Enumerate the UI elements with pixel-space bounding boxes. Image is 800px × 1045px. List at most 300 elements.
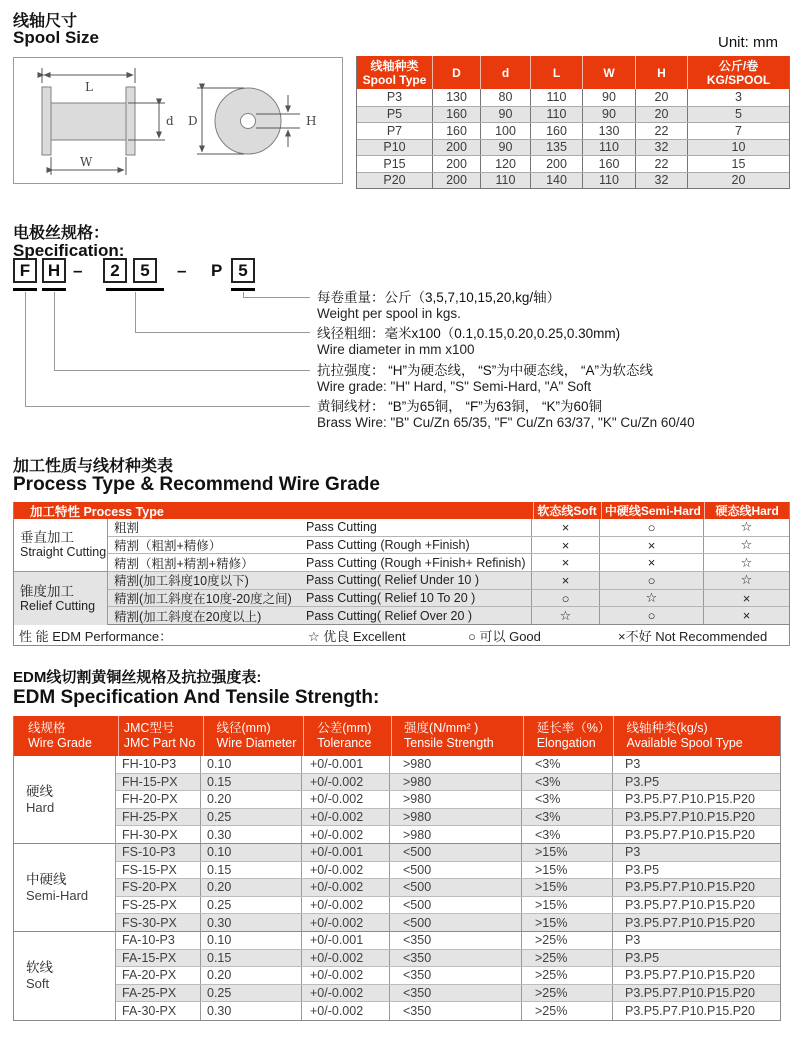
table-row (357, 106, 789, 123)
group-straight-zh: 垂直加工 (20, 530, 74, 546)
performance-label: 性 能 EDM Performance： (19, 628, 173, 644)
flange-left (42, 87, 51, 155)
header-spool-type-zh: 线轴种类 (370, 58, 419, 73)
cell-elongation: <3% (522, 756, 613, 773)
table-row (116, 1002, 780, 1020)
cell-semi-hard-rating: ☆ (600, 590, 704, 607)
cell-d: 80 (480, 89, 530, 106)
cell-d: 110 (480, 173, 530, 189)
cell-tolerance: +0/-0.002 (302, 967, 390, 984)
cell-wire-diameter: 0.15 (201, 774, 302, 791)
process-title-en: Process Type & Recommend Wire Grade (13, 474, 380, 495)
cell-available-spool-type: P3.P5.P7.P10.P15.P20 (625, 968, 755, 983)
code-box-diameter-2: 5 (133, 258, 157, 283)
edm-title-en: EDM Specification And Tensile Strength: (13, 687, 380, 708)
legend-good: ○ 可以 Good (468, 628, 541, 644)
underline-diameter (106, 288, 164, 291)
cell-available-spool-type: P3.P5 (625, 862, 660, 877)
cell-elongation: >25% (522, 950, 613, 967)
cell-process-zh: 精割(加工斜度在20度以上) (114, 609, 262, 624)
cell-L: 110 (530, 89, 582, 106)
header-wire-grade-en: Wire Grade (28, 736, 92, 750)
header-dim-W: W (582, 56, 635, 89)
annotation-diameter-en: Wire diameter in mm x100 (317, 342, 475, 357)
annotation-diameter (317, 326, 620, 358)
process-title-zh: 加工性质与线材种类表 (13, 458, 174, 475)
table-row (116, 826, 780, 844)
cell-tensile-strength: <350 (390, 1002, 522, 1020)
dim-label-W: W (80, 155, 93, 169)
cell-tensile-strength: >980 (390, 756, 522, 773)
annotation-brass-zh: 黄铜线材： “B”为65铜， “F”为63铜， “K”为60铜 (317, 399, 603, 414)
cell-available-spool-type: P3.P5.P7.P10.P15.P20 (625, 810, 755, 825)
cell-tensile-strength: <350 (390, 950, 522, 967)
cell-H: 32 (635, 140, 687, 156)
table-row (116, 985, 780, 1003)
flange-right (126, 87, 135, 155)
header-hard: 硬态线Hard (704, 502, 789, 519)
part-number-schematic (13, 258, 785, 440)
header-semi-hard: 中硬线Semi-Hard (601, 502, 705, 519)
cell-tolerance: +0/-0.002 (302, 826, 390, 843)
dim-label-L: L (85, 80, 93, 94)
cell-tolerance: +0/-0.002 (302, 862, 390, 879)
cell-spool-type: P10 (383, 140, 406, 155)
cell-part-no: FA-10-P3 (116, 932, 201, 949)
spool-table-header (357, 56, 789, 89)
cell-D: 130 (432, 89, 480, 106)
process-table-body (14, 519, 789, 625)
cell-elongation: >25% (522, 985, 613, 1002)
cell-tensile-strength: >980 (390, 826, 522, 843)
cell-tensile-strength: >980 (390, 791, 522, 808)
dim-label-D: D (188, 114, 198, 128)
group-semi-hard-en: Semi-Hard (26, 887, 89, 903)
cell-elongation: >25% (522, 932, 613, 949)
cell-kg-per-spool: 7 (687, 123, 789, 139)
cell-kg-per-spool: 3 (687, 89, 789, 106)
group-straight-en: Straight Cutting (20, 545, 107, 560)
header-tolerance (303, 716, 391, 756)
cell-wire-diameter: 0.10 (201, 844, 302, 861)
cell-elongation: <3% (522, 809, 613, 826)
cell-wire-diameter: 0.30 (201, 826, 302, 843)
connector-brass (25, 292, 310, 407)
cell-available-spool-type: P3.P5.P7.P10.P15.P20 (625, 1004, 755, 1019)
cell-W: 160 (582, 156, 635, 172)
header-wire-grade (14, 716, 118, 756)
cell-tensile-strength: <350 (390, 932, 522, 949)
spool-size-table (356, 56, 790, 189)
dim-label-H: H (306, 114, 317, 128)
edm-table-header (14, 716, 780, 756)
cell-wire-diameter: 0.20 (201, 791, 302, 808)
cell-d: 90 (480, 107, 530, 123)
cell-tensile-strength: <500 (390, 879, 522, 896)
table-row (108, 537, 789, 555)
cell-part-no: FS-20-PX (116, 879, 201, 896)
process-table-header (14, 502, 789, 519)
cell-process-en: Pass Cutting (Rough +Finish) (306, 537, 532, 554)
header-part-no-en: JMC Part No (123, 736, 196, 750)
cell-tensile-strength: <500 (390, 897, 522, 914)
table-row (116, 756, 780, 774)
table-row (116, 774, 780, 792)
table-row (116, 879, 780, 897)
annotation-weight-en: Weight per spool in kgs. (317, 306, 461, 321)
code-dash-1: – (73, 260, 83, 280)
table-row (108, 607, 789, 625)
cell-H: 20 (635, 107, 687, 123)
cell-soft-rating: × (532, 554, 600, 571)
cell-tolerance: +0/-0.001 (302, 932, 390, 949)
cell-tolerance: +0/-0.002 (302, 791, 390, 808)
header-elongation (523, 716, 614, 756)
cell-d: 120 (480, 156, 530, 172)
group-straight-cutting (14, 519, 107, 572)
cell-elongation: >15% (522, 914, 613, 931)
cell-H: 22 (635, 156, 687, 172)
cell-part-no: FA-25-PX (116, 985, 201, 1002)
cell-d: 100 (480, 123, 530, 139)
cell-hard-rating: ☆ (740, 554, 753, 570)
cell-process-en: Pass Cutting( Relief Over 20 ) (306, 607, 532, 624)
edm-table-body (14, 756, 780, 1020)
cell-available-spool-type: P3.P5.P7.P10.P15.P20 (625, 898, 755, 913)
cell-tolerance: +0/-0.002 (302, 985, 390, 1002)
cell-tensile-strength: <350 (390, 967, 522, 984)
cell-tolerance: +0/-0.002 (302, 950, 390, 967)
unit-label: Unit: mm (718, 34, 778, 51)
cell-hard-rating: ☆ (740, 537, 753, 553)
cell-wire-diameter: 0.30 (201, 914, 302, 931)
header-spool-type-en: Spool Type (362, 72, 427, 87)
barrel (51, 103, 126, 140)
cell-available-spool-type: P3.P5.P7.P10.P15.P20 (625, 986, 755, 1001)
header-elongation-en: Elongation (536, 736, 596, 750)
group-semi-hard-zh: 中硬线 (26, 871, 67, 887)
cell-soft-rating: ○ (532, 590, 600, 607)
cell-wire-diameter: 0.20 (201, 967, 302, 984)
cell-wire-diameter: 0.25 (201, 985, 302, 1002)
cell-process-en: Pass Cutting (Rough +Finish+ Refinish) (306, 554, 532, 571)
cell-part-no: FS-25-PX (116, 897, 201, 914)
group-hard-zh: 硬线 (26, 783, 53, 799)
cell-spool-type: P7 (386, 123, 403, 138)
cell-kg-per-spool: 20 (687, 173, 789, 189)
header-kg-per-spool (687, 56, 789, 89)
table-row (357, 122, 789, 139)
cell-tensile-strength: <500 (390, 914, 522, 931)
cell-L: 160 (530, 123, 582, 139)
cell-available-spool-type: P3.P5 (625, 950, 660, 965)
process-group-column (14, 519, 108, 625)
cell-soft-rating: ☆ (532, 607, 600, 624)
cell-part-no: FH-20-PX (116, 791, 201, 808)
cell-tolerance: +0/-0.001 (302, 844, 390, 861)
cell-spool-type: P15 (383, 156, 406, 171)
table-row (116, 950, 780, 968)
cell-H: 22 (635, 123, 687, 139)
cell-available-spool-type: P3.P5.P7.P10.P15.P20 (625, 915, 755, 930)
cell-elongation: >25% (522, 1002, 613, 1020)
cell-hard-rating: × (742, 590, 751, 606)
group-relief-cutting (14, 572, 107, 625)
cell-wire-diameter: 0.15 (201, 950, 302, 967)
header-available-spool-type-en: Available Spool Type (626, 736, 743, 750)
cell-L: 140 (530, 173, 582, 189)
table-row (116, 862, 780, 880)
group-relief-en: Relief Cutting (20, 598, 96, 613)
header-available-spool-type-zh: 线轴种类(kg/s) (626, 721, 708, 735)
cell-tolerance: +0/-0.002 (302, 1002, 390, 1020)
cell-tolerance: +0/-0.002 (302, 809, 390, 826)
cell-process-zh: 精割（粗割+精割+精修） (114, 556, 254, 571)
underline-grade (42, 288, 66, 291)
cell-tensile-strength: <500 (390, 844, 522, 861)
cell-process-en: Pass Cutting( Relief 10 To 20 ) (306, 590, 532, 607)
cell-spool-type: P3 (386, 90, 403, 105)
dim-label-d: d (166, 114, 174, 128)
cell-available-spool-type: P3.P5.P7.P10.P15.P20 (625, 827, 755, 842)
table-row (108, 572, 789, 590)
legend-excellent: ☆ 优良 Excellent (308, 628, 406, 644)
cell-elongation: >25% (522, 967, 613, 984)
header-soft: 软态线Soft (533, 502, 601, 519)
group-relief-zh: 锥度加工 (20, 583, 74, 599)
header-tolerance-en: Tolerance (317, 736, 372, 750)
cell-part-no: FH-30-PX (116, 826, 201, 843)
cell-process-zh: 粗割 (114, 521, 140, 536)
cell-d: 90 (480, 140, 530, 156)
code-box-grade: H (42, 258, 66, 283)
cell-part-no: FA-15-PX (116, 950, 201, 967)
cell-available-spool-type: P3 (625, 845, 641, 860)
cell-W: 110 (582, 140, 635, 156)
cell-L: 135 (530, 140, 582, 156)
table-row (116, 791, 780, 809)
spool-front-view (215, 88, 281, 154)
table-row (108, 590, 789, 608)
group-hard (14, 756, 115, 844)
table-row (116, 967, 780, 985)
annotation-weight (317, 290, 560, 322)
cell-semi-hard-rating: ○ (600, 572, 704, 589)
header-tensile-strength-zh: 强度(N/mm² ) (404, 721, 479, 735)
annotation-grade-zh: 抗拉强度： “H”为硬态线， “S”为中硬态线， “A”为软态线 (317, 363, 653, 378)
cell-D: 200 (432, 156, 480, 172)
cell-D: 160 (432, 123, 480, 139)
cell-tensile-strength: >980 (390, 809, 522, 826)
cell-W: 110 (582, 173, 635, 189)
table-row (116, 932, 780, 950)
cell-semi-hard-rating: ○ (600, 607, 704, 624)
cell-W: 130 (582, 123, 635, 139)
code-char-p: P (211, 260, 223, 280)
code-box-spool-weight: 5 (231, 258, 255, 283)
cell-kg-per-spool: 5 (687, 107, 789, 123)
process-table (13, 502, 790, 646)
cell-process-en: Pass Cutting( Relief Under 10 ) (306, 572, 532, 589)
edm-title-zh: EDM线切割黄铜丝规格及抗拉强度表: (13, 669, 262, 686)
cell-part-no: FH-25-PX (116, 809, 201, 826)
cell-elongation: >15% (522, 862, 613, 879)
cell-process-zh: 精割(加工斜度在10度-20度之间) (114, 592, 292, 607)
table-row (116, 844, 780, 862)
spool-size-title-en: Spool Size (13, 28, 99, 47)
cell-L: 110 (530, 107, 582, 123)
table-row (116, 809, 780, 827)
table-row (357, 155, 789, 172)
annotation-grade (317, 363, 653, 395)
header-wire-grade-zh: 线规格 (28, 721, 66, 735)
edm-rows (116, 756, 780, 1020)
cell-process-zh: 精割（粗割+精修） (114, 539, 222, 554)
cell-part-no: FS-30-PX (116, 914, 201, 931)
table-row (357, 172, 789, 189)
cell-H: 20 (635, 89, 687, 106)
cell-process-en: Pass Cutting (306, 519, 532, 536)
cell-tensile-strength: <350 (390, 985, 522, 1002)
cell-tolerance: +0/-0.002 (302, 774, 390, 791)
cell-spool-type: P5 (386, 107, 403, 122)
performance-row (14, 625, 789, 645)
cell-D: 160 (432, 107, 480, 123)
table-row (108, 519, 789, 537)
cell-tolerance: +0/-0.002 (302, 914, 390, 931)
cell-wire-diameter: 0.10 (201, 756, 302, 773)
code-dash-2: – (177, 260, 187, 280)
cell-tolerance: +0/-0.001 (302, 756, 390, 773)
table-row (116, 914, 780, 932)
cell-part-no: FS-15-PX (116, 862, 201, 879)
cell-D: 200 (432, 173, 480, 189)
annotation-diameter-zh: 线径粗细：毫米x100（0.1,0.15,0.20,0.25,0.30mm) (317, 326, 621, 341)
header-process-type: 加工特性 Process Type (30, 504, 164, 519)
header-tensile-strength-en: Tensile Strength (404, 736, 494, 750)
cell-elongation: <3% (522, 826, 613, 843)
group-soft-zh: 软线 (26, 960, 53, 975)
cell-process-zh: 精割(加工斜度10度以下) (114, 574, 249, 589)
cell-tensile-strength: <500 (390, 862, 522, 879)
annotation-brass-en: Brass Wire: "B" Cu/Zn 65/35, "F" Cu/Zn 63/37, "K" Cu/Zn 60/40 (317, 415, 695, 430)
group-soft (14, 932, 115, 1020)
table-row (357, 89, 789, 106)
cell-tolerance: +0/-0.002 (302, 879, 390, 896)
cell-hard-rating: × (742, 608, 751, 624)
group-hard-en: Hard (26, 799, 55, 815)
cell-semi-hard-rating: × (600, 554, 704, 571)
edm-spec-table (13, 716, 781, 1021)
spec-title-zh: 电极丝规格： (13, 225, 110, 242)
cell-tensile-strength: >980 (390, 774, 522, 791)
cell-wire-diameter: 0.25 (201, 897, 302, 914)
cell-soft-rating: × (532, 537, 600, 554)
cell-spool-type: P20 (383, 173, 406, 188)
cell-available-spool-type: P3.P5.P7.P10.P15.P20 (625, 792, 755, 807)
annotation-weight-zh: 每卷重量：公斤（3,5,7,10,15,20,kg/轴） (317, 290, 561, 305)
cell-kg-per-spool: 10 (687, 140, 789, 156)
cell-available-spool-type: P3.P5 (625, 774, 660, 789)
header-wire-diameter-en: Wire Diameter (216, 736, 297, 750)
cell-W: 90 (582, 89, 635, 106)
spool-table-body (357, 89, 789, 188)
cell-available-spool-type: P3 (625, 757, 641, 772)
cell-part-no: FA-30-PX (116, 1002, 201, 1020)
edm-group-column (14, 756, 116, 1020)
cell-soft-rating: × (532, 572, 600, 589)
cell-elongation: <3% (522, 774, 613, 791)
header-kg-en: KG/SPOOL (706, 72, 771, 87)
code-box-diameter-1: 2 (103, 258, 127, 283)
header-spool-type (357, 56, 432, 89)
header-dim-d: d (480, 56, 530, 89)
cell-wire-diameter: 0.30 (201, 1002, 302, 1020)
table-row (357, 139, 789, 156)
cell-hard-rating: ☆ (740, 572, 753, 588)
cell-L: 200 (530, 156, 582, 172)
table-row (116, 897, 780, 915)
cell-D: 200 (432, 140, 480, 156)
spool-side-view (42, 87, 135, 155)
annotation-grade-en: Wire grade: "H" Hard, "S" Semi-Hard, "A" Soft (317, 379, 592, 394)
spool-diagram (13, 57, 343, 184)
cell-W: 90 (582, 107, 635, 123)
cell-wire-diameter: 0.10 (201, 932, 302, 949)
cell-elongation: >15% (522, 879, 613, 896)
process-rows (108, 519, 789, 625)
table-row (108, 554, 789, 572)
cell-available-spool-type: P3.P5.P7.P10.P15.P20 (625, 880, 755, 895)
cell-part-no: FS-10-P3 (116, 844, 201, 861)
cell-wire-diameter: 0.15 (201, 862, 302, 879)
header-kg-zh: 公斤/卷 (718, 58, 759, 73)
spool-size-title-zh: 线轴尺寸 (13, 13, 78, 30)
annotation-brass (317, 399, 695, 431)
header-part-no (118, 716, 203, 756)
group-soft-en: Soft (26, 976, 50, 991)
cell-elongation: >15% (522, 844, 613, 861)
cell-kg-per-spool: 15 (687, 156, 789, 172)
header-dim-H: H (635, 56, 687, 89)
spool-diagram-drawing (14, 58, 342, 183)
cell-part-no: FH-10-P3 (116, 756, 201, 773)
header-wire-diameter-zh: 线径(mm) (216, 721, 271, 735)
underline-brass (13, 288, 37, 291)
spec-title-en: Specification: (13, 241, 125, 260)
cell-H: 32 (635, 173, 687, 189)
cell-hard-rating: ☆ (740, 519, 753, 535)
header-part-no-zh: JMC型号 (123, 721, 175, 735)
legend-not-recommended: ×不好 Not Recommended (618, 628, 768, 644)
cell-soft-rating: × (532, 519, 600, 536)
header-tensile-strength (391, 716, 523, 756)
header-elongation-zh: 延长率（%） (536, 721, 611, 735)
cell-tolerance: +0/-0.002 (302, 897, 390, 914)
cell-wire-diameter: 0.20 (201, 879, 302, 896)
header-tolerance-zh: 公差(mm) (317, 721, 372, 735)
header-dim-L: L (530, 56, 582, 89)
header-available-spool-type (613, 716, 780, 756)
cell-semi-hard-rating: ○ (600, 519, 704, 536)
cell-elongation: >15% (522, 897, 613, 914)
cell-part-no: FA-20-PX (116, 967, 201, 984)
cell-wire-diameter: 0.25 (201, 809, 302, 826)
underline-weight (231, 288, 255, 291)
code-box-brass: F (13, 258, 37, 283)
header-wire-diameter (203, 716, 304, 756)
cell-semi-hard-rating: × (600, 537, 704, 554)
